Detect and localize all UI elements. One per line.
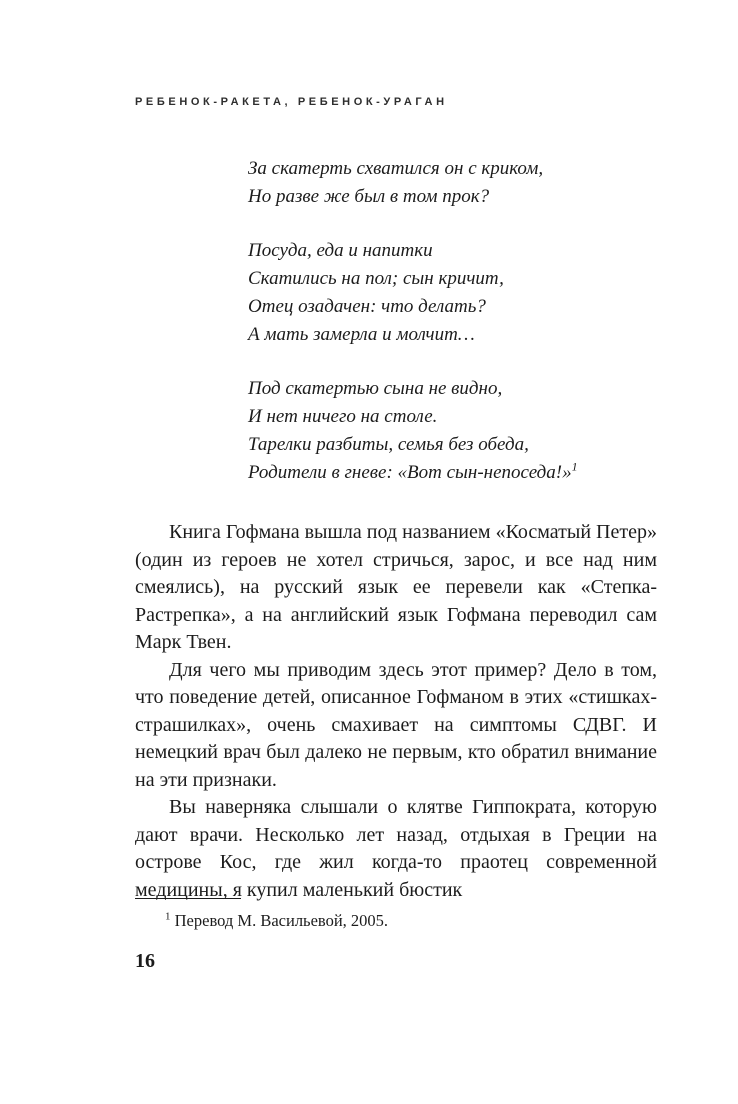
body-text: [135, 519, 657, 904]
poem-line: Отец озадачен: что делать?: [248, 296, 486, 317]
poem-line: Тарелки разбиты, семья без обеда,: [248, 434, 529, 455]
poem-stanza-2: [248, 237, 657, 349]
poem-line: Посуда, еда и напитки: [248, 240, 433, 261]
footnote: [135, 910, 657, 932]
poem-stanza-1: [248, 155, 657, 211]
paragraph: Вы наверняка слышали о клятве Гиппократа, которую дают врачи. Несколько лет назад, отдыхая в Греции на острове Кос, где жил когда-то праотец современной медицины, я купил маленький бюстик: [135, 796, 657, 901]
poem-line: И нет ничего на столе.: [248, 406, 438, 427]
poem-line: Под скатертью сына не видно,: [248, 378, 503, 399]
page-content: [135, 96, 657, 904]
poem-line: Скатились на пол; сын кричит,: [248, 268, 504, 289]
footnote-marker: 1: [165, 910, 171, 923]
poem-line: А мать замерла и молчит…: [248, 324, 475, 345]
poem-line: Но разве же был в том прок?: [248, 186, 490, 207]
poem-line-text: Родители в гневе: «Вот сын-непоседа!»: [248, 462, 572, 483]
footnote-reference: 1: [571, 459, 578, 474]
poem-line: За скатерть схватился он с криком,: [248, 158, 544, 179]
paragraph: Для чего мы приводим здесь этот пример? Дело в том, что поведение детей, описанное Гофманом в этих «стишках-страшилках», очень смахивает на симптомы СДВГ. И немецкий врач был далеко не первым, кто обратил внимание на эти признаки.: [135, 658, 657, 791]
paragraph: Книга Гофмана вышла под названием «Косматый Петер» (один из героев не хотел стричься, зарос, и все над ним смеялись), на русский язык ее перевели как «Степка-Растрепка», а на английский язык Гофмана переводил сам Марк Твен.: [135, 521, 657, 653]
footnote-area: [135, 898, 657, 932]
footnote-text: Перевод М. Васильевой, 2005.: [174, 911, 389, 930]
poem-stanza-3: [248, 375, 657, 487]
poem: [248, 155, 657, 487]
running-header: РЕБЕНОК-РАКЕТА, РЕБЕНОК-УРАГАН: [135, 96, 448, 108]
page-number: 16: [135, 950, 155, 972]
footnote-divider: [135, 898, 241, 899]
poem-line: [248, 459, 657, 487]
